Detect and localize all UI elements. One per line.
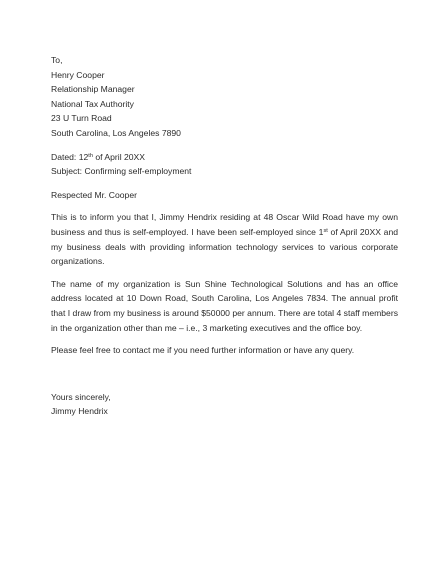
- recipient-organization: National Tax Authority: [51, 98, 134, 109]
- recipient-title: Relationship Manager: [51, 84, 135, 95]
- recipient-name: Henry Cooper: [51, 69, 105, 80]
- paragraph-1-sup: st: [323, 227, 328, 234]
- paragraph-1-part1: This is to inform you that I, Jimmy Hendrix residing at 48 Oscar Wild Road have my own business and thus is self-employed. I have been self-employed since 1: [51, 212, 398, 237]
- recipient-block: [51, 53, 398, 141]
- dated-suffix: th: [88, 152, 93, 159]
- recipient-street: 23 U Turn Road: [51, 113, 112, 124]
- dated-line: [51, 150, 398, 165]
- signature-name: Jimmy Hendrix: [51, 406, 108, 417]
- paragraph-3: Please feel free to contact me if you need further information or have any query.: [51, 345, 355, 356]
- closing-block: [51, 390, 398, 419]
- salutation-to: To,: [51, 55, 63, 65]
- dated-rest: of April 20XX: [92, 151, 146, 162]
- closing: Yours sincerely,: [51, 391, 111, 402]
- date-subject-block: [51, 150, 398, 179]
- subject-line: Subject: Confirming self-employment: [51, 166, 192, 177]
- dated-prefix: Dated: 12: [51, 151, 89, 162]
- recipient-city: South Carolina, Los Angeles 7890: [51, 127, 181, 138]
- paragraph-2: The name of my organization is Sun Shine Technological Solutions and has an office address located at 10 Down Road, South Carolina, Los Angeles 7834. The annual profit that I draw from my business is around $50000 per annum. There are total 4 staff members in the organization other than me – i.e., 3 marketing executives and the office boy.: [51, 278, 398, 333]
- paragraph-1-part2: of April 20XX and my business deals with providing information technology services to various corporate organizations.: [51, 226, 399, 267]
- paragraph-1: [51, 210, 398, 268]
- greeting: Respected Mr. Cooper: [51, 189, 137, 200]
